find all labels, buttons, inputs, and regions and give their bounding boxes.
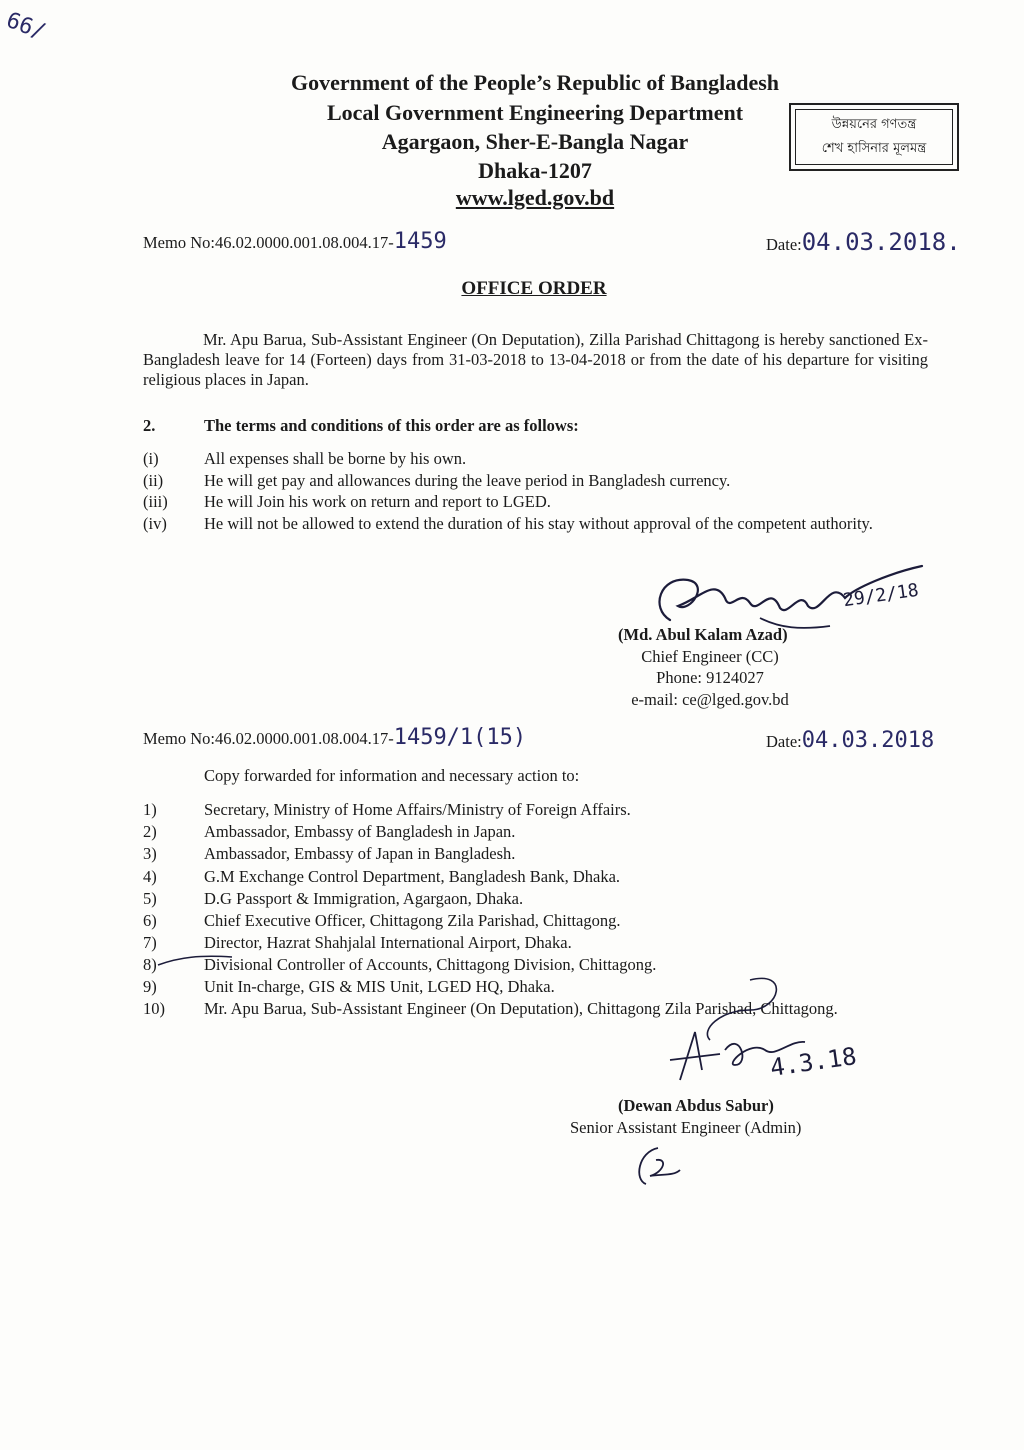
memo-date-2: [766, 728, 935, 753]
term-text: He will Join his work on return and report to LGED.: [204, 492, 551, 511]
recipient-number: 3): [143, 844, 157, 863]
slogan-line-1: উন্নয়নের গণতন্ত্র: [831, 117, 917, 132]
memo-handwritten-date: 04.03.2018.: [801, 228, 961, 256]
recipient-text: G.M Exchange Control Department, Bangladesh Bank, Dhaka.: [204, 867, 621, 886]
recipient-number: 8): [143, 955, 157, 974]
slogan-line-2: শেখ হাসিনার মূলমন্ত্র: [821, 141, 927, 156]
recipient-number: 5): [143, 889, 157, 908]
recipient-text: Mr. Apu Barua, Sub-Assistant Engineer (On Deputation), Chittagong Zila Parishad, Chittagong.: [204, 999, 838, 1018]
recipient-number: 1): [143, 800, 157, 819]
recipient-text: Divisional Controller of Accounts, Chittagong Division, Chittagong.: [204, 955, 657, 974]
signatory-name-2: (Dewan Abdus Sabur): [618, 1096, 774, 1115]
slogan-box: [789, 103, 959, 171]
margin-note: 66/: [2, 7, 49, 46]
recipient-number: 10): [143, 999, 165, 1018]
recipient-text: Chief Executive Officer, Chittagong Zila Parishad, Chittagong.: [204, 911, 621, 930]
header-website: www.lged.gov.bd: [455, 185, 615, 210]
memo-handwritten-number: 1459/1(15): [393, 725, 527, 750]
memo-number-1: [143, 229, 447, 254]
recipient-text: Ambassador, Embassy of Japan in Bangladesh.: [204, 844, 516, 863]
document-title: OFFICE ORDER: [461, 278, 607, 299]
header-address: Agargaon, Sher-E-Bangla Nagar: [381, 129, 689, 154]
recipient-number: 4): [143, 867, 157, 886]
signatory-designation-2: Senior Assistant Engineer (Admin): [570, 1118, 802, 1137]
copy-forwarded-line: Copy forwarded for information and necessary action to:: [204, 766, 580, 785]
signatory-designation-1: Chief Engineer (CC): [641, 647, 779, 666]
memo-label: Memo No:46.02.0000.001.08.004.17-: [143, 729, 394, 748]
recipient-number: 7): [143, 933, 157, 952]
signatory-email: e-mail: ce@lged.gov.bd: [631, 690, 789, 709]
signatory-phone: Phone: 9124027: [656, 668, 764, 687]
recipient-number: 6): [143, 911, 157, 930]
term-number: (ii): [143, 471, 164, 490]
recipient-text: Director, Hazrat Shahjalal International Airport, Dhaka.: [204, 933, 572, 952]
memo-number-2: [143, 725, 527, 750]
order-paragraph: Mr. Apu Barua, Sub-Assistant Engineer (On Deputation), Zilla Parishad Chittagong is hereby sanctioned Ex-Bangladesh leave for 14 (Forteen) days from 31-03-2018 to 13-04-2018 or from the date of his departure for visiting religious places in Japan.: [143, 330, 928, 389]
terms-heading: The terms and conditions of this order are as follows:: [204, 416, 579, 435]
memo-date-1: [766, 228, 961, 256]
recipient-text: Unit In-charge, GIS & MIS Unit, LGED HQ, Dhaka.: [204, 977, 555, 996]
signatory-name-1: (Md. Abul Kalam Azad): [618, 625, 788, 644]
date-label: Date:: [766, 732, 802, 751]
term-text: All expenses shall be borne by his own.: [204, 449, 467, 468]
signature-date-1: 29/2/18: [841, 579, 920, 612]
recipient-text: Ambassador, Embassy of Bangladesh in Japan.: [204, 822, 516, 841]
date-label: Date:: [766, 235, 802, 254]
term-text: He will get pay and allowances during the leave period in Bangladesh currency.: [204, 471, 731, 490]
header-department: Local Government Engineering Department: [326, 100, 744, 125]
term-number: (iv): [143, 514, 167, 533]
initials-scribble: [628, 1140, 688, 1190]
signature-date-2: 4.3.18: [768, 1042, 859, 1082]
memo-handwritten-number: 1459: [393, 229, 447, 254]
recipient-number: 2): [143, 822, 157, 841]
term-number: (iii): [143, 492, 168, 511]
header-government: Government of the People’s Republic of Bangladesh: [290, 70, 780, 95]
memo-label: Memo No:46.02.0000.001.08.004.17-: [143, 233, 394, 252]
recipient-text: D.G Passport & Immigration, Agargaon, Dhaka.: [204, 889, 524, 908]
recipient-number: 9): [143, 977, 157, 996]
term-number: (i): [143, 449, 159, 468]
header-city: Dhaka-1207: [478, 158, 592, 183]
recipient-text: Secretary, Ministry of Home Affairs/Ministry of Foreign Affairs.: [204, 800, 631, 819]
memo-handwritten-date: 04.03.2018: [801, 728, 935, 753]
handwritten-arrow-mark: [140, 945, 240, 985]
terms-number: 2.: [143, 416, 156, 435]
term-text: He will not be allowed to extend the duration of his stay without approval of the competent authority.: [204, 514, 873, 533]
